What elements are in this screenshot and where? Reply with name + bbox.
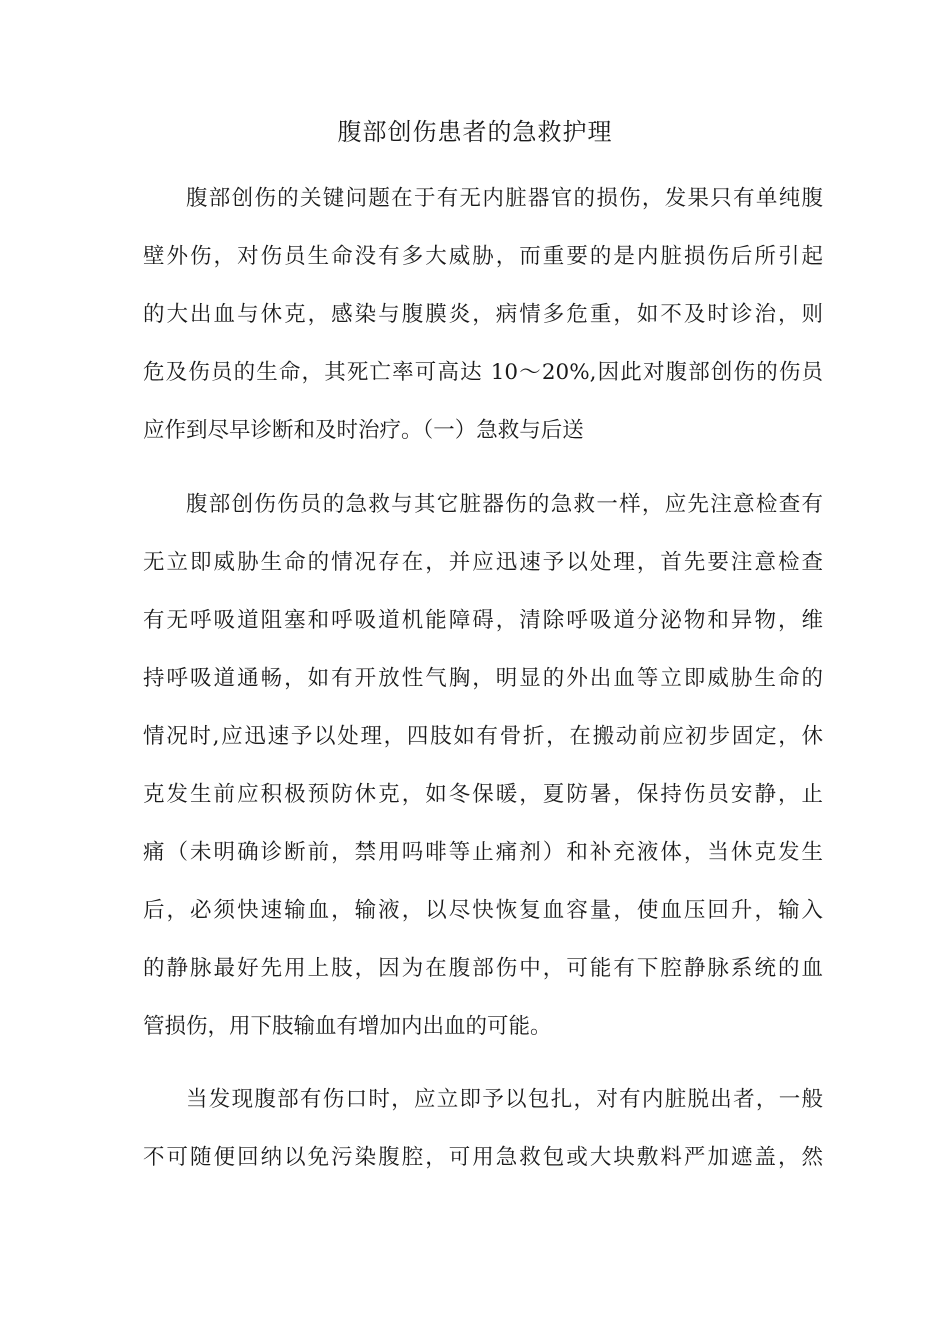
paragraph-3 (143, 1071, 823, 1187)
paragraph-line: 的大出血与休克，感染与腹膜炎，病情多危重，如不及时诊治，则 (143, 302, 823, 327)
paragraph-line: 管损伤，用下肢输血有增加内出血的可能。 (143, 1014, 552, 1039)
paragraph-line: 不可随便回纳以免污染腹腔，可用急救包或大块敷料严加遮盖，然 (143, 1145, 823, 1170)
paragraph-line: 腹部创伤伤员的急救与其它脏器伤的急救一样，应先注意检查有 (186, 492, 823, 517)
paragraph-line: 腹部创伤的关键问题在于有无内脏器官的损伤，发果只有单纯腹 (186, 186, 823, 211)
paragraph-line: 应作到尽早诊断和及时治疗。（一）急救与后送 (143, 418, 584, 443)
paragraph-line: 壁外伤，对伤员生命没有多大威胁，而重要的是内脏损伤后所引起 (143, 244, 823, 269)
paragraph-line: 后，必须快速输血，输液，以尽快恢复血容量，使血压回升，输入 (143, 898, 823, 923)
paragraph-line: 当发现腹部有伤口时，应立即予以包扎，对有内脏脱出者，一般 (186, 1087, 823, 1112)
paragraph-line: 有无呼吸道阻塞和呼吸道机能障碍，清除呼吸道分泌物和异物，维 (143, 608, 823, 633)
document-title: 腹部创伤患者的急救护理 (337, 118, 613, 146)
paragraph-line: 情况时,应迅速予以处理，四肢如有骨折，在搬动前应初步固定，休 (143, 724, 823, 749)
paragraph-1 (143, 170, 823, 460)
paragraph-line: 克发生前应积极预防休克，如冬保暖，夏防暑，保持伤员安静，止 (143, 782, 823, 807)
paragraph-line: 无立即威胁生命的情况存在，并应迅速予以处理，首先要注意检查 (143, 550, 823, 575)
paragraph-line: 的静脉最好先用上肢，因为在腹部伤中，可能有下腔静脉系统的血 (143, 956, 823, 981)
paragraph-line: 危及伤员的生命，其死亡率可高达 10～20%,因此对腹部创伤的伤员 (143, 360, 823, 385)
paragraph-line: 痛（未明确诊断前，禁用吗啡等止痛剂）和补充液体，当休克发生 (143, 840, 823, 865)
paragraph-line: 持呼吸道通畅，如有开放性气胸，明显的外出血等立即威胁生命的 (143, 666, 823, 691)
paragraph-2 (143, 476, 823, 1056)
